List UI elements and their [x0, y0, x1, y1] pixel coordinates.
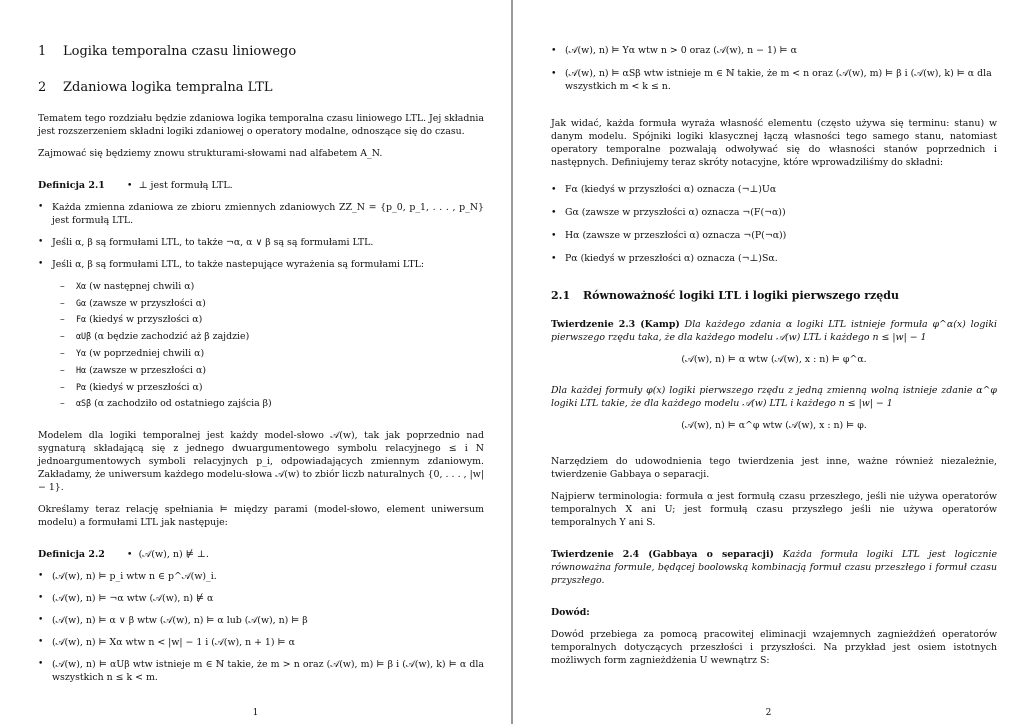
- list-item: • Fα (kiedyś w przyszłości α) oznacza (¬⊥)Uα: [551, 184, 777, 195]
- bullet-icon: •: [38, 593, 44, 604]
- bullet-icon: •: [38, 202, 44, 212]
- operator-item: – αSβ (α zachodziło od ostatniego zajścia β): [60, 398, 272, 410]
- list-item: • Hα (zawsze w przeszłości α) oznacza ¬(P(¬α)): [551, 230, 787, 241]
- operator-item: – Hα (zawsze w przeszłości α): [60, 364, 207, 376]
- model-paragraph: Modelem dla logiki temporalnej jest każdy model-słowo 𝒜(w), tak jak poprzednio nad sygnaturą składającą się z jednego dwuargumentowego symbolu relacyjnego ≤ i N jednoargumentowych symboli relacyjnych p_i, odpowiadających zmiennym zdaniowym. Zakładamy, że uniwersum każdego modelu-słowa 𝒜(w) to zbiór liczb naturalnych {0, . . . , |w| − 1}.: [38, 430, 484, 494]
- definition-2-1: [38, 179, 484, 192]
- page-right: [512, 0, 1024, 724]
- bullet-icon: •: [551, 253, 557, 264]
- list-item: • (𝒜(w), n) ⊨ p_i wtw n ∈ p^𝒜(w)_i.: [38, 571, 217, 583]
- proof-label: Dowód:: [551, 607, 590, 618]
- bullet-icon: •: [126, 180, 139, 191]
- definition-2-2: [38, 548, 484, 561]
- list-item: • (𝒜(w), n) ⊨ αUβ wtw istnieje m ∈ ℕ takie, że m > n oraz (𝒜(w), m) ⊨ β i (𝒜(w), k) ⊨ α dla wszystkich n ≤ k < m.: [38, 659, 484, 684]
- operator-item: – Fα (kiedyś w przyszłości α): [60, 314, 203, 326]
- section-number: 2: [38, 80, 47, 95]
- terminology-paragraph: Najpierw terminologia: formuła α jest formułą czasu przeszłego, jeśli nie używa operatorów temporalnych X ani U; jest formułą czasu przyszłego jeśli nie używa operatorów temporalnych Y ani S.: [551, 491, 997, 528]
- theorem-text: Dla każdego zdania α logiki LTL istnieje formuła φ^α(x) logiki pierwszego rzędu taka, że dla każdego modelu 𝒜(w) LTL i każdego n ≤ |w| − 1: [551, 319, 997, 343]
- display-equation: (𝒜(w), n) ⊨ α wtw (𝒜(w), x : n) ⊨ φ^α.: [681, 354, 867, 365]
- section-title: Zdaniowa logika tempralna LTL: [63, 80, 273, 95]
- section-number: 1: [38, 44, 47, 59]
- operator-item: – Pα (kiedyś w przeszłości α): [60, 381, 203, 393]
- bullet-icon: •: [551, 184, 557, 195]
- theorem-text-2: Dla każdej formuły φ(x) logiki pierwszego rzędu z jedną zmienną wolną istnieje zdanie α^φ logiki LTL takie, że dla każdego modelu 𝒜(w) LTL i każdego n ≤ |w| − 1: [551, 385, 997, 409]
- list-item: • Każda zmienna zdaniowa ze zbioru zmiennych zdaniowych ZZ_N = {p_0, p_1, . . . , p_N} jest formułą LTL.: [38, 202, 484, 226]
- subsection-2-1-heading: [551, 289, 997, 302]
- operator-item: – Yα (w poprzedniej chwili α): [60, 347, 205, 359]
- display-equation: (𝒜(w), n) ⊨ α^φ wtw (𝒜(w), x : n) ⊨ φ.: [681, 420, 867, 431]
- section-title: Logika temporalna czasu liniowego: [63, 44, 297, 59]
- section-1-heading: [38, 42, 484, 62]
- list-item: • (𝒜(w), n) ⊨ αSβ wtw istnieje m ∈ ℕ takie, że m < n oraz (𝒜(w), m) ⊨ β i (𝒜(w), k) ⊨ α dla wszystkich m < k ≤ n.: [551, 68, 992, 92]
- bullet-icon: •: [551, 45, 557, 56]
- theorem-label: Twierdzenie 2.4 (Gabbaya o separacji): [551, 549, 774, 560]
- list-item: • Jeśli α, β są formułami LTL, to także nastepujące wyrażenia są formułami LTL:: [38, 259, 425, 270]
- subsection-number: 2.1: [551, 289, 571, 302]
- bullet-icon: •: [38, 659, 44, 670]
- list-item: • (𝒜(w), n) ⊨ Xα wtw n < |w| − 1 i (𝒜(w), n + 1) ⊨ α: [38, 637, 295, 649]
- subsection-title: Równoważność logiki LTL i logiki pierwszego rzędu: [583, 289, 899, 302]
- operator-item: – Gα (zawsze w przyszłości α): [60, 297, 206, 309]
- bullet-icon: •: [551, 230, 557, 241]
- bullet-icon: •: [38, 615, 44, 626]
- bullet-icon: •: [38, 259, 44, 269]
- list-item: • Gα (zawsze w przyszłości α) oznacza ¬(F(¬α)): [551, 207, 786, 218]
- bullet-icon: •: [38, 571, 44, 582]
- proof-paragraph: Dowód przebiega za pomocą pracowitej eliminacji wzajemnych zagnieżdżeń operatorów temporalnych dotyczących przeszłości i przyszłości. Na przykład jest osiem istotnych możliwych form zagnieżdżenia U wewnątrz S:: [551, 629, 997, 666]
- definition-label: Definicja 2.2: [38, 549, 105, 561]
- bullet-icon: •: [551, 68, 557, 79]
- operator-item: – αUβ (α będzie zachodzić aż β zajdzie): [60, 331, 250, 343]
- states-paragraph: Jak widać, każda formuła wyraża własność elementu (często używa się terminu: stanu) w danym modelu. Spójniki logiki klasycznej łączą własności tego samego stanu, natomiast operatory temporalne pozwalają odwoływać się do własności stanów poprzednich i następnych. Definiujemy teraz skróty notacyjne, które wprowadziliśmy do składni:: [551, 118, 997, 168]
- section-2-heading: [38, 78, 484, 98]
- operator-item: – Xα (w następnej chwili α): [60, 280, 195, 292]
- bullet-icon: •: [38, 637, 44, 648]
- structures-paragraph: Zajmować się będziemy znowu strukturami-słowami nad alfabetem A_N.: [38, 148, 383, 159]
- theorem-label: Twierdzenie 2.3 (Kamp): [551, 319, 680, 330]
- theorem-2-4: [551, 548, 997, 587]
- satisfaction-paragraph: Określamy teraz relację spełniania ⊨ między parami (model-słowo, element uniwersum modelu) a formułami LTL jak następuje:: [38, 504, 484, 529]
- definition-first-item: ⊥ jest formułą LTL.: [138, 180, 233, 191]
- list-item: • (𝒜(w), n) ⊨ Yα wtw n > 0 oraz (𝒜(w), n − 1) ⊨ α: [551, 45, 797, 56]
- definition-label: Definicja 2.1: [38, 180, 105, 191]
- bullet-icon: •: [126, 549, 139, 561]
- separation-paragraph: Narzędziem do udowodnienia tego twierdzenia jest inne, ważne również niezależnie, twierdzenie Gabbaya o separacji.: [551, 456, 997, 480]
- definition-first-item: (𝒜(w), n) ⊭ ⊥.: [138, 549, 209, 561]
- bullet-icon: •: [551, 207, 557, 218]
- theorem-text: Każda formuła logiki LTL jest logicznie równoważna formule, będącej boolowską kombinacją formuł czasu przeszłego i formuł czasu przyszłego.: [551, 549, 997, 586]
- page-number: 1: [252, 708, 259, 718]
- list-item: • (𝒜(w), n) ⊨ ¬α wtw (𝒜(w), n) ⊭ α: [38, 593, 214, 605]
- bullet-icon: •: [38, 237, 44, 247]
- theorem-2-3: [551, 318, 997, 344]
- list-item: • Jeśli α, β są formułami LTL, to także ¬α, α ∨ β są są formułami LTL.: [38, 237, 374, 248]
- intro-paragraph: Tematem tego rozdziału będzie zdaniowa logika temporalna czasu liniowego LTL. Jej składnia jest rozszerzeniem składni logiki zdaniowej o operatory modalne, odnoszące się do czasu.: [38, 113, 484, 137]
- page-number: 2: [765, 708, 772, 718]
- list-item: • (𝒜(w), n) ⊨ α ∨ β wtw (𝒜(w), n) ⊨ α lub (𝒜(w), n) ⊨ β: [38, 615, 308, 627]
- list-item: • Pα (kiedyś w przeszłości α) oznacza (¬⊥)Sα.: [551, 253, 778, 264]
